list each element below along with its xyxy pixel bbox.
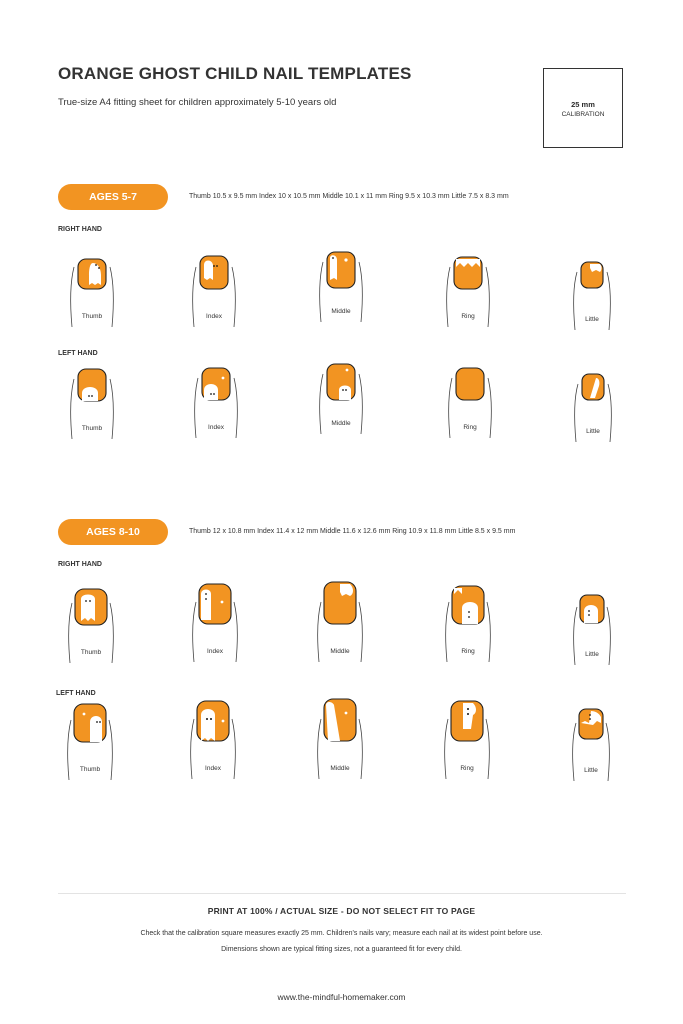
disclaimer-note: Dimensions shown are typical fitting sizes, not a guaranteed fit for every child. xyxy=(221,946,462,953)
nail-template-middle xyxy=(310,707,370,779)
nail-template-middle xyxy=(311,250,371,322)
calibration-square xyxy=(543,68,623,148)
nail-label: Ring xyxy=(460,765,474,772)
nail-label: Little xyxy=(586,428,600,435)
nail-template-index xyxy=(183,707,243,779)
size-list-8-10: Thumb 12 x 10.8 mm Index 11.4 x 12 mm Middle 11.6 x 12.6 mm Ring 10.9 x 11.8 mm Little 8.5 x 9.5 mm xyxy=(189,528,516,535)
nail-label: Thumb xyxy=(79,766,101,773)
nail-template-ring xyxy=(438,255,498,327)
page-title: ORANGE GHOST CHILD NAIL TEMPLATES xyxy=(58,64,412,83)
nail-template-thumb xyxy=(60,708,120,780)
nail-label: Ring xyxy=(461,648,475,655)
left-hand-label: LEFT HAND xyxy=(56,690,96,697)
nail-template-little xyxy=(561,709,621,781)
footer-divider xyxy=(58,893,626,894)
nail-template-ring xyxy=(437,707,497,779)
nail-template-thumb xyxy=(62,367,122,439)
nail-label: Thumb xyxy=(81,313,103,320)
nail-label: Middle xyxy=(331,308,351,315)
right-hand-label: RIGHT HAND xyxy=(58,561,102,568)
nail-template-thumb xyxy=(62,255,122,327)
nail-template-little xyxy=(562,593,622,665)
age-badge-5-7: AGES 5-7 xyxy=(58,184,168,210)
nail-label: Thumb xyxy=(81,425,103,432)
nail-template-index xyxy=(185,590,245,662)
nail-label: Little xyxy=(584,767,598,774)
age-badge-8-10: AGES 8-10 xyxy=(58,519,168,545)
nail-label: Little xyxy=(585,316,599,323)
nail-label: Index xyxy=(206,313,222,320)
print-notice: PRINT AT 100% / ACTUAL SIZE - DO NOT SELECT FIT TO PAGE xyxy=(207,906,476,916)
calibration-note: Check that the calibration square measures exactly 25 mm. Children's nails vary; measure each nail at its widest point before use. xyxy=(140,930,543,937)
page-subtitle: True-size A4 fitting sheet for children approximately 5-10 years old xyxy=(58,97,337,108)
nail-label: Middle xyxy=(330,648,350,655)
nail-label: Middle xyxy=(331,420,351,427)
right-hand-label: RIGHT HAND xyxy=(58,226,102,233)
nail-label: Index xyxy=(207,648,223,655)
nail-template-little xyxy=(563,370,623,442)
nail-label: Middle xyxy=(330,765,350,772)
website-link[interactable]: www.the-mindful-homemaker.com xyxy=(277,992,406,1002)
calibration-label: CALIBRATION xyxy=(561,111,605,118)
nail-template-ring xyxy=(438,590,498,662)
nail-template-middle xyxy=(310,590,370,662)
nail-template-ring xyxy=(440,366,500,438)
nail-label: Ring xyxy=(463,424,477,431)
nail-template-index xyxy=(186,366,246,438)
nail-label: Thumb xyxy=(80,649,102,656)
nail-template-middle xyxy=(311,362,371,434)
calibration-size: 25 mm xyxy=(571,100,595,109)
nail-template-index xyxy=(184,255,244,327)
nail-label: Index xyxy=(208,424,224,431)
nail-label: Index xyxy=(205,765,221,772)
nail-label: Little xyxy=(585,651,599,658)
size-list-5-7: Thumb 10.5 x 9.5 mm Index 10 x 10.5 mm Middle 10.1 x 11 mm Ring 9.5 x 10.3 mm Little 7.5 x 8.3 mm xyxy=(189,193,509,200)
nail-template-thumb xyxy=(61,591,121,663)
left-hand-label: LEFT HAND xyxy=(58,350,98,357)
nail-template-little xyxy=(562,258,622,330)
nail-label: Ring xyxy=(461,313,475,320)
